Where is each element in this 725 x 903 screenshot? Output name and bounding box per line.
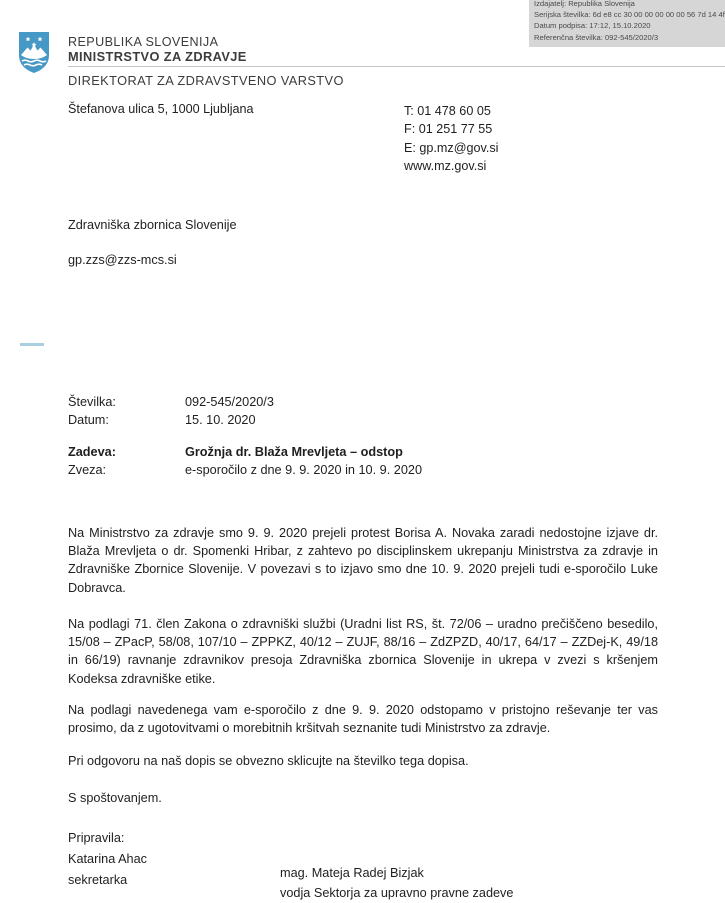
prepared-by-label: Pripravila: [68, 831, 125, 845]
reference-block [68, 393, 422, 480]
reference-number-row [68, 393, 422, 411]
phone-number: T: 01 478 60 05 [404, 104, 491, 118]
preparer-name: Katarina Ahac [68, 852, 147, 866]
stamp-serial-number: Serijska številka: 6d e8 cc 30 00 00 00 00 00 56 7d 14 4f [534, 10, 725, 20]
reference-number-label: Številka: [68, 395, 116, 409]
stamp-issuer: Izdajatelj: Republika Slovenija [534, 0, 635, 8]
letterhead-divider [68, 66, 725, 67]
regarding-value: e-sporočilo z dne 9. 9. 2020 in 10. 9. 2020 [185, 463, 422, 478]
signer-name: mag. Mateja Radej Bizjak [280, 866, 424, 880]
body-paragraph-2: Na podlagi 71. člen Zakona o zdravniški službi (Uradni list RS, št. 72/06 – uradno prečiščeno besedilo, 15/08 – ZPacP, 58/08, 107/10 – ZPPKZ, 40/12 – ZUJF, 88/16 – ZdZPZD, 40/17, 64/17 – ZZDej-K, 49/18 in 66/19) ravnanje zdravnikov presoja Zdravniška zbornica Slovenije in ukrepa v zvezi s kršenjem Kodeksa zdravniške etike. [68, 616, 658, 686]
recipient-name: Zdravniška zbornica Slovenije [68, 218, 237, 232]
fold-mark [20, 343, 44, 346]
subject-value: Grožnja dr. Blaža Mrevljeta – odstop [185, 444, 403, 459]
regarding-row [68, 461, 422, 479]
body-paragraph-1: Na Ministrstvo za zdravje smo 9. 9. 2020 prejeli protest Borisa A. Novaka zaradi nedostojne izjave dr. Blaža Mrevljeta o dr. Spomenki Hribar, z zahtevo po disciplinskem ukrepanju Ministrstva za zdravje in Zdravniške Zbornice Slovenije. V povezavi s to izjavo smo dne 10. 9. 2020 prejeli tudi e-sporočilo Luke Dobravca. [68, 525, 658, 595]
stamp-reference-number: Referenčna številka: 092-545/2020/3 [534, 32, 659, 42]
subject-label: Zadeva: [68, 444, 116, 459]
body-paragraph-3: Na podlagi navedenega vam e-sporočilo z dne 9. 9. 2020 odstopamo v pristojno reševanje ter vas prosimo, da z ugotovitvami o morebitnih kršitvah seznanite tudi Ministrstvo za zdravje. [68, 702, 658, 735]
preparer-title: sekretarka [68, 873, 128, 887]
email-address: E: gp.mz@gov.si [404, 140, 499, 155]
body-paragraph-4: Pri odgovoru na naš dopis se obvezno sklicujte na številko tega dopisa. [68, 753, 469, 768]
signer-title: vodja Sektorja za upravno pravne zadeve [280, 885, 514, 900]
preparer-block [68, 828, 147, 891]
directorate-name: DIREKTORAT ZA ZDRAVSTVENO VARSTVO [68, 73, 344, 88]
date-label: Datum: [68, 413, 109, 428]
ministry-name: MINISTRSTVO ZA ZDRAVJE [68, 49, 247, 64]
ministry-contact-block [404, 102, 498, 175]
date-value: 15. 10. 2020 [185, 413, 256, 428]
closing-salutation: S spoštovanjem. [68, 790, 162, 805]
regarding-label: Zveza: [68, 463, 107, 478]
recipient-email: gp.zzs@zzs-mcs.si [68, 253, 177, 267]
republic-name: REPUBLIKA SLOVENIJA [68, 35, 219, 49]
date-row [68, 411, 422, 429]
fax-number: F: 01 251 77 55 [404, 122, 493, 137]
stamp-signature-date: Datum podpisa: 17:12, 15.10.2020 [534, 21, 651, 31]
signer-block [280, 864, 513, 903]
website-url: www.mz.gov.si [404, 158, 487, 173]
digital-signature-stamp [529, 0, 725, 47]
slovenia-coat-of-arms-icon [16, 31, 52, 74]
ministry-address: Štefanova ulica 5, 1000 Ljubljana [68, 102, 254, 116]
subject-row [68, 443, 422, 461]
reference-number-value: 092-545/2020/3 [185, 395, 274, 409]
